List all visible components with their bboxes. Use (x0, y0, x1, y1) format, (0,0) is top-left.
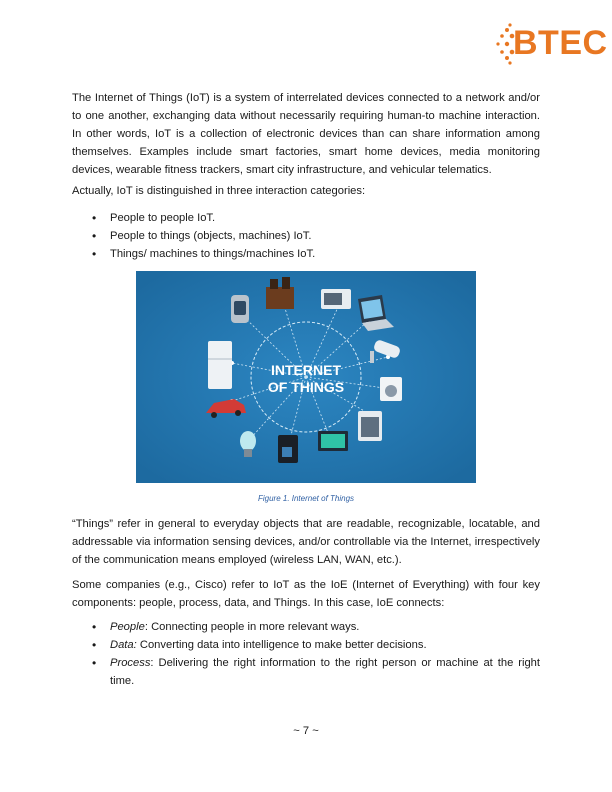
intro-paragraph: The Internet of Things (IoT) is a system of interrelated devices connected to a network and/or to one another, exchanging data without necessarily requiring human-to machine interaction. In other words, IoT is a collection of electronic devices than can share information among themselves. Examples include smart factories, smart home devices, media monitoring devices, wearable fitness trackers, smart city infrastructure, and vehicular telematics. (72, 92, 540, 176)
description: Converting data into intelligence to make better decisions. (139, 639, 427, 651)
description: Delivering the right information to the right person or machine at the right time. (110, 657, 540, 687)
ioe-list (92, 618, 540, 690)
smartwatch-icon (231, 295, 249, 323)
things-paragraph: “Things” refer in general to everyday objects that are readable, recognizable, locatable, and addressable via information sensing devices, and/or controllable via the Internet, irrespectively of the communication means employed (wireless LAN, WAN, etc.). (72, 518, 540, 566)
washing-machine-icon (380, 377, 402, 401)
figure-title-line1: INTERNET (271, 362, 341, 378)
coffee-machine-icon (278, 435, 298, 463)
list-item: • Things/ machines to things/machines IoT. (92, 245, 540, 263)
microwave-icon (321, 289, 351, 309)
tv-icon (318, 431, 348, 451)
page-number: ~ 7 ~ (293, 725, 319, 737)
categories-list (92, 209, 540, 263)
refrigerator-icon (208, 341, 232, 389)
list-item (92, 654, 540, 690)
list-item: • People to things (objects, machines) IoT. (92, 227, 540, 245)
ioe-paragraph: Some companies (e.g., Cisco) refer to IoT as the IoE (Internet of Everything) with four key components: people, process, data, and Things. In this case, IoE connects: (72, 579, 540, 609)
figure-title-line2: OF THINGS (267, 379, 345, 395)
logo-text: BTEC (513, 24, 608, 62)
term-separator: : (144, 621, 152, 633)
list-item (92, 636, 540, 654)
iot-illustration (136, 271, 476, 483)
list-item: • People to people IoT. (92, 209, 540, 227)
dishwasher-icon (358, 411, 382, 441)
list-item (92, 618, 540, 636)
term: Process (110, 657, 151, 669)
term-separator: : (150, 657, 159, 669)
figure-caption: Figure 1. Internet of Things (257, 494, 355, 503)
categories-intro: Actually, IoT is distinguished in three interaction categories: (72, 185, 366, 197)
term: Data: (110, 639, 137, 651)
description: Connecting people in more relevant ways. (151, 621, 360, 633)
term: People (110, 621, 145, 633)
